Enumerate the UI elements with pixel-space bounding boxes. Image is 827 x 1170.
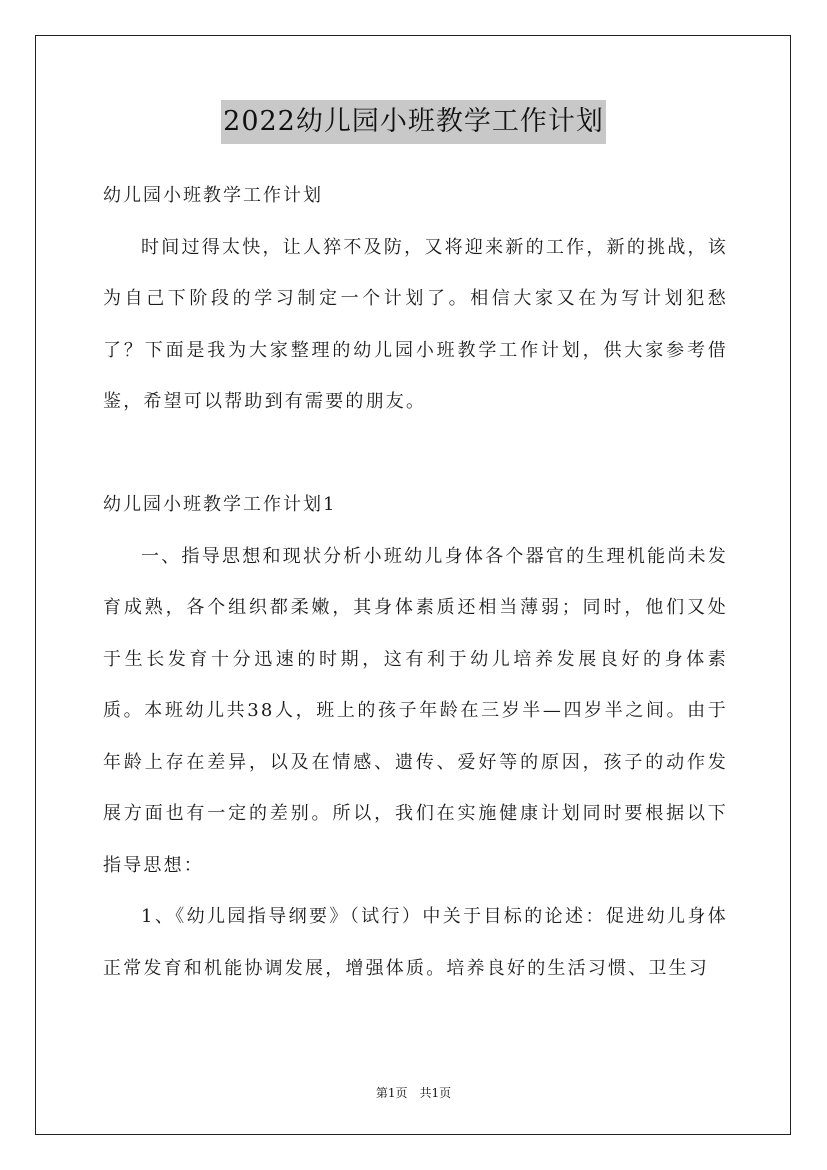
page-footer: 第1页 共1页 <box>375 1086 452 1100</box>
title-container <box>0 100 827 144</box>
body-paragraph-2: 1、《幼儿园指导纲要》（试行）中关于目标的论述：促进幼儿身体正常发育和机能协调发展，增强体质。培养良好的生活习惯、卫生习 <box>103 906 728 979</box>
section-heading: 幼儿园小班教学工作计划1 <box>103 494 337 515</box>
intro-paragraph: 时间过得太快，让人猝不及防，又将迎来新的工作，新的挑战，该为自己下阶段的学习制定一个计划了。相信大家又在为写计划犯愁了？下面是我为大家整理的幼儿园小班教学工作计划，供大家参考借鉴，希望可以帮助到有需要的朋友。 <box>103 236 728 412</box>
paragraph-gap <box>103 428 728 480</box>
document-body <box>103 170 728 994</box>
document-subtitle: 幼儿园小班教学工作计划 <box>103 185 323 206</box>
document-title: 2022幼儿园小班教学工作计划 <box>221 100 606 144</box>
body-paragraph-1: 一、指导思想和现状分析小班幼儿身体各个器官的生理机能尚未发育成熟，各个组织都柔嫩，其身体素质还相当薄弱；同时，他们又处于生长发育十分迅速的时期，这有利于幼儿培养发展良好的身体素质。本班幼儿共38人，班上的孩子年龄在三岁半—四岁半之间。由于年龄上存在差异，以及在情感、遗传、爱好等的原因，孩子的动作发展方面也有一定的差别。所以，我们在实施健康计划同时要根据以下指导思想： <box>103 545 728 876</box>
